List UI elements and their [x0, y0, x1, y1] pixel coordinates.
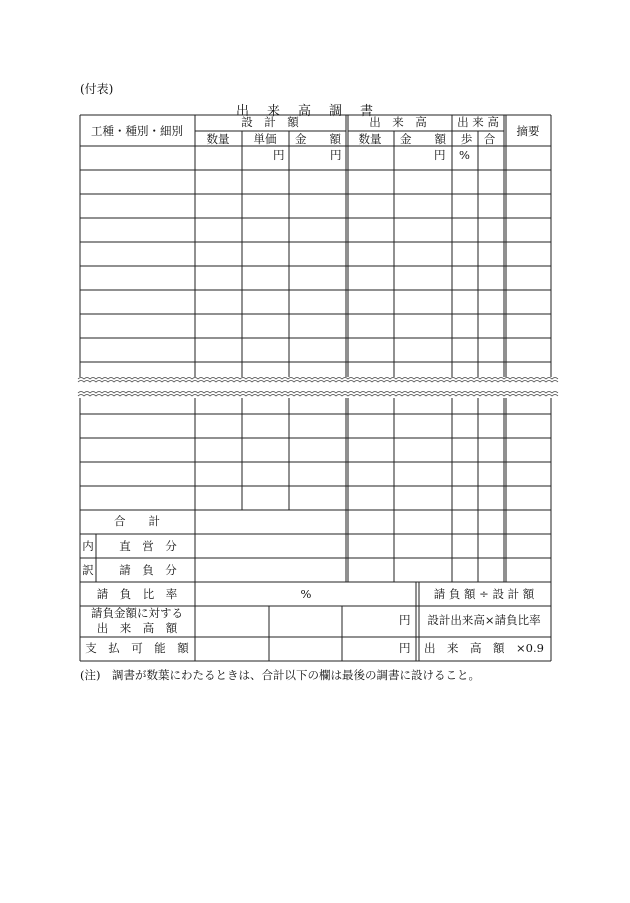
- contract-ratio-label: 請 負 比 率: [96, 587, 178, 601]
- col-design-qty: 数量: [206, 132, 230, 146]
- break-wave-top-2: [78, 381, 558, 383]
- done-amount-yen: 円: [434, 148, 446, 162]
- break-wave-top: [78, 378, 558, 380]
- break-wave-bottom: [78, 392, 558, 394]
- col-design-amount: 金 額: [295, 132, 341, 146]
- unit-price-yen: 円: [273, 148, 285, 162]
- col-design-unit-price: 単価: [253, 132, 277, 146]
- done-for-contract-unit: 円: [399, 613, 411, 627]
- contract-label: 請 負 分: [119, 563, 177, 577]
- amount-yen: 円: [330, 148, 342, 162]
- col-done-qty: 数量: [358, 132, 382, 146]
- payable-label: 支 払 可 能 額: [85, 641, 189, 655]
- payable-unit: 円: [399, 641, 411, 655]
- footnote: (注) 調書が数葉にわたるときは、合計以下の欄は最後の調書に設けること。: [80, 668, 480, 682]
- col-item-header: 工種・種別・細別: [91, 124, 183, 138]
- done-for-contract-formula: 設計出来高×請負比率: [427, 613, 541, 627]
- direct-label: 直 営 分: [119, 539, 177, 553]
- col-design-group: 設 計 額: [241, 115, 299, 129]
- contract-ratio-unit: %: [300, 587, 312, 601]
- payable-formula: 出 来 高 額 ×0.9: [424, 641, 544, 655]
- total-label: 合 計: [114, 514, 160, 528]
- done-for-contract-label-1: 請負金額に対する: [91, 606, 183, 620]
- contract-ratio-formula: 請 負 額 ÷ 設 計 額: [433, 587, 535, 601]
- breakdown-label-1: 内: [82, 539, 94, 553]
- appendix-note: (付表): [80, 82, 114, 96]
- break-wave-bottom-2: [78, 395, 558, 397]
- col-done-rate-bottom: 歩 合: [460, 132, 496, 146]
- col-done-group: 出 来 高: [369, 115, 427, 129]
- document-title: 出来高調書: [236, 104, 392, 119]
- col-done-amount: 金 額: [400, 132, 446, 146]
- col-remarks: 摘要: [516, 124, 540, 138]
- col-done-rate-top: 出 来 高: [457, 115, 499, 129]
- breakdown-label-2: 訳: [82, 563, 94, 577]
- done-for-contract-label-2: 出 来 高 額: [96, 621, 178, 635]
- rate-percent: %: [459, 148, 470, 162]
